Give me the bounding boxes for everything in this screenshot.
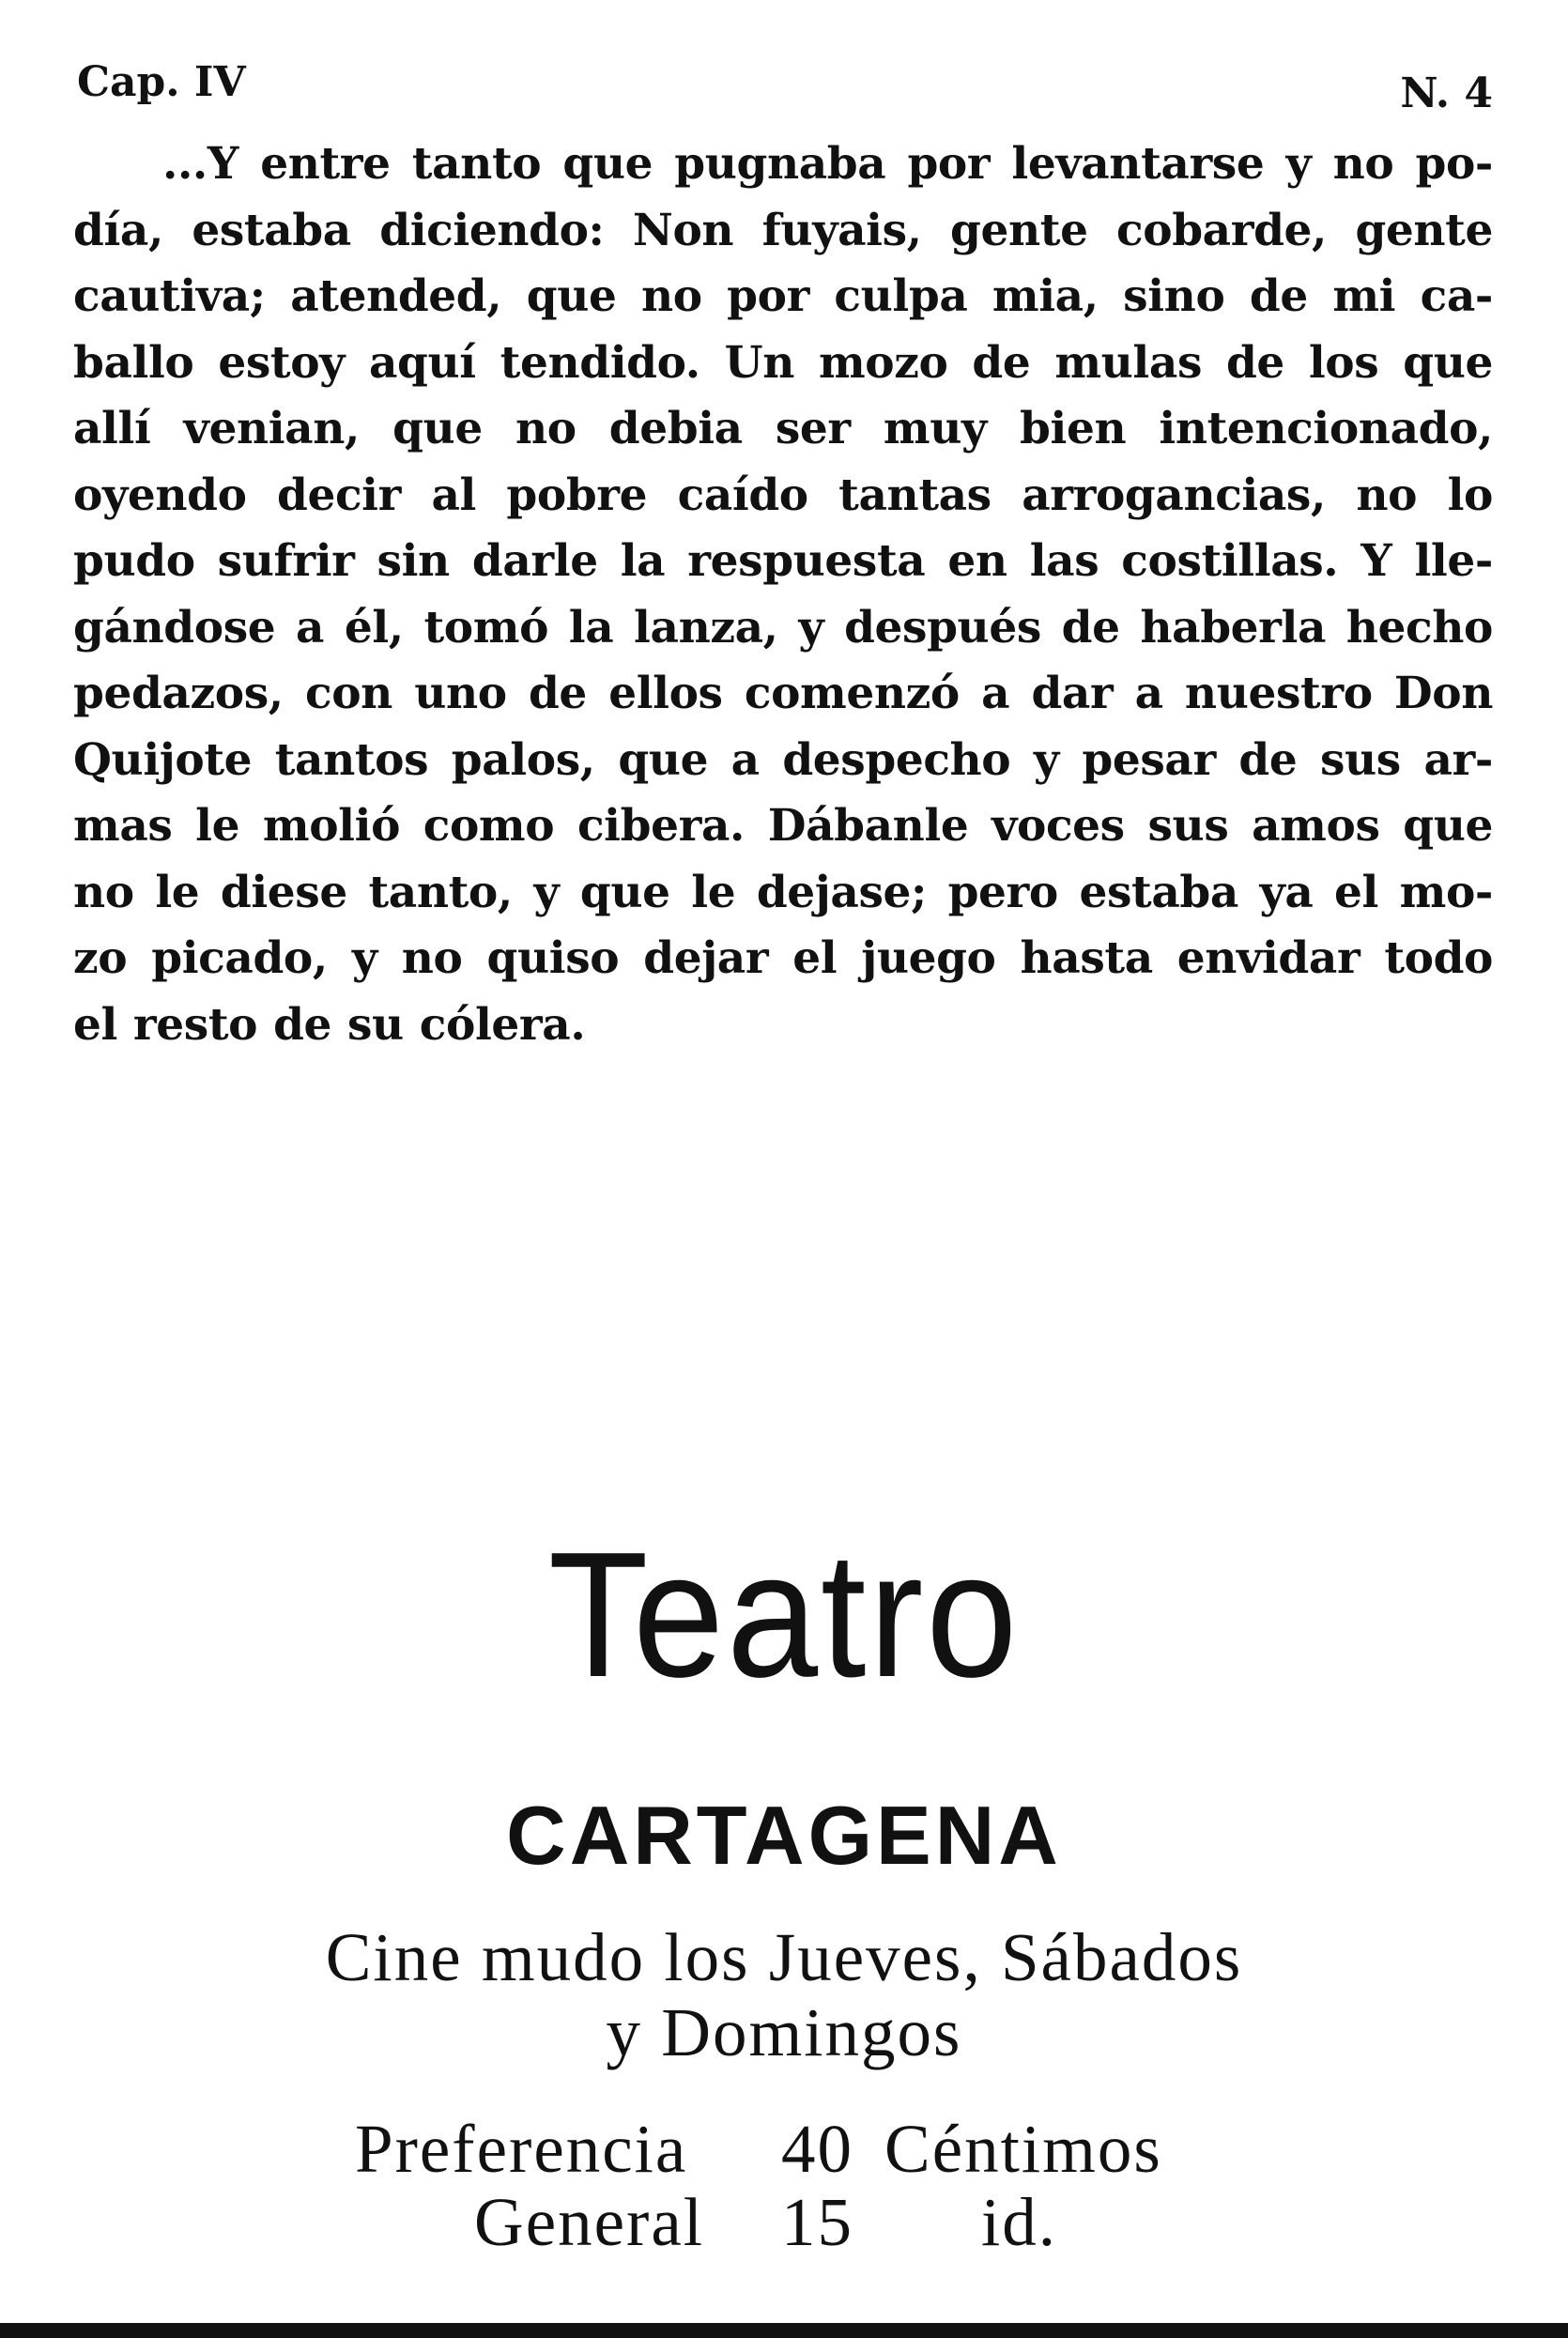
passage-line: ballo estoy aquí tendido. Un mozo de mulas de los que [73,336,1493,389]
schedule-days-continued: y Domingos [606,1994,962,2070]
schedule-days: Cine mudo los Jueves, Sábados [325,1919,1243,1995]
card-header [77,58,1493,124]
theatre-name: Teatro [547,1515,1021,1715]
price-amount: 40 [781,2111,853,2187]
chapter-label: Cap. IV [77,58,246,106]
passage-line: el resto de su cólera. [73,998,586,1051]
bottom-border [0,2323,1568,2338]
price-amount: 15 [781,2184,853,2260]
passage-line: pudo sufrir sin darle la respuesta en las costillas. Y lle- [73,535,1493,587]
cinema-schedule [0,1920,1568,2070]
passage-line: zo picado, y no quiso dejar el juego hasta envidar todo [73,932,1493,984]
passage-line: cautiva; atended, que no por culpa mia, sino de mi ca- [73,270,1493,322]
passage-line: pedazos, con uno de ellos comenzó a dar a nuestro Don [73,668,1493,719]
passage-line: día, estaba diciendo: Non fuyais, gente cobarde, gente [73,204,1493,256]
price-list [0,2113,1568,2259]
quixote-passage [73,131,1493,1058]
passage-line: oyendo decir al pobre caído tantas arrogancias, no lo [73,469,1493,521]
price-label: Preferencia [355,2111,688,2187]
price-row-general [0,2186,1568,2259]
price-row-preferencia [0,2113,1568,2186]
passage-line: gándose a él, tomó la lanza, y después de haberla hecho [73,601,1493,654]
price-unit: id. [981,2184,1058,2260]
passage-line: ...Y entre tanto que pugnaba por levantarse y no po- [162,138,1493,190]
passage-line: no le diese tanto, y que le dejase; pero estaba ya el mo- [73,866,1493,918]
price-label: General [474,2184,705,2260]
city-name: CARTAGENA [506,1789,1062,1882]
price-unit: Céntimos [884,2111,1162,2187]
passage-line: mas le molió como cibera. Dábanle voces sus amos que [73,800,1493,852]
passage-line: allí venian, que no debia ser muy bien intencionado, [73,403,1493,454]
passage-line: Quijote tantos palos, que a despecho y pesar de sus ar- [73,733,1493,786]
card-number: N. 4 [1400,69,1493,117]
